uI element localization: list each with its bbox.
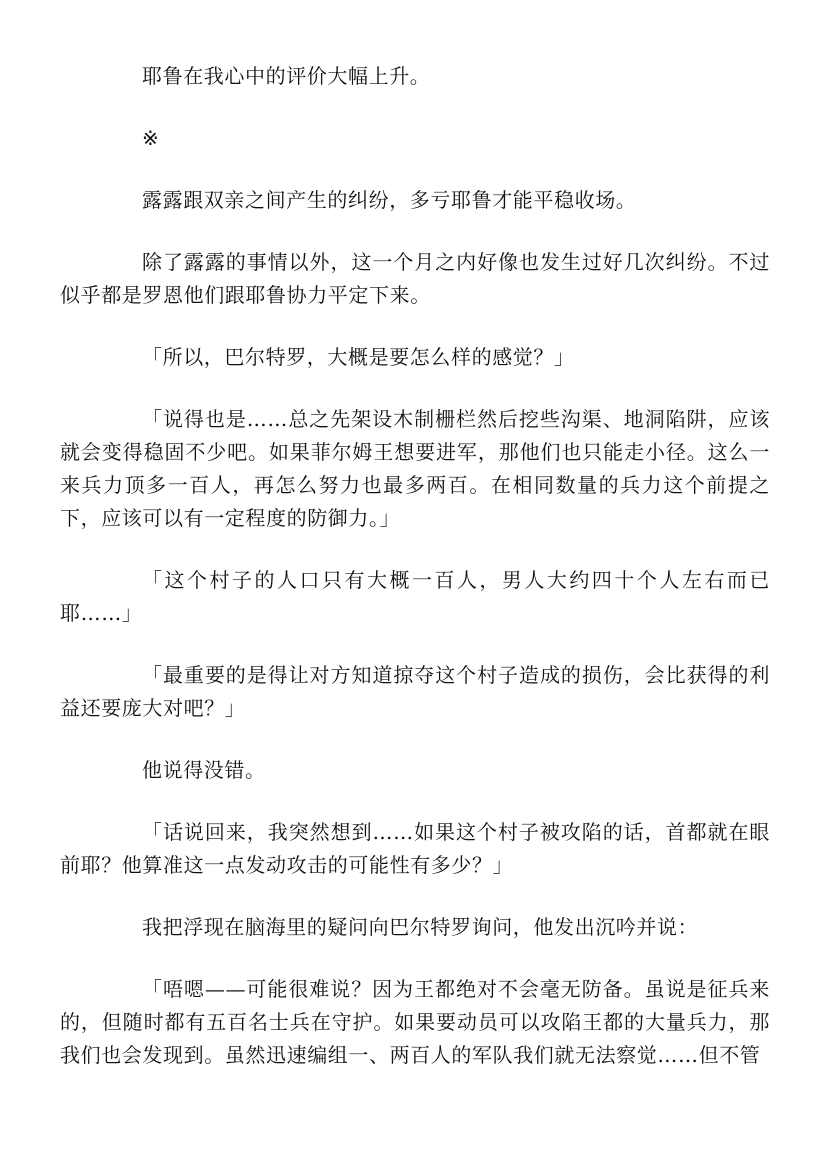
dialogue-paragraph: 「所以，巴尔特罗，大概是要怎么样的感觉？」: [142, 345, 575, 369]
dialogue-paragraph: 「最重要的是得让对方知道掠夺这个村子造成的损伤，会比获得的利益还要庞大对吧？」: [60, 663, 770, 720]
dialogue-paragraph: 「唔嗯——可能很难说？因为王都绝对不会毫无防备。虽说是征兵来的，但随时都有五百名士兵在守护。如果要动员可以攻陷王都的大量兵力，那我们也会发现到。虽然迅速编组一、两百人的军队我们就无法察觉……但不管: [60, 977, 770, 1067]
paragraph: 除了露露的事情以外，这一个月之内好像也发生过好几次纠纷。不过似乎都是罗恩他们跟耶鲁协力平定下来。: [60, 250, 770, 307]
paragraph: 耶鲁在我心中的评价大幅上升。: [142, 64, 431, 88]
paragraph: 他说得没错。: [142, 758, 266, 782]
dialogue-paragraph: 「这个村子的人口只有大概一百人，男人大约四十个人左右而已耶……」: [60, 568, 770, 625]
dialogue-paragraph: 「话说回来，我突然想到……如果这个村子被攻陷的话，首都就在眼前耶？他算准这一点发动攻击的可能性有多少？」: [60, 820, 770, 877]
document-page: [60, 60, 770, 1072]
paragraph: 我把浮现在脑海里的疑问向巴尔特罗询问，他发出沉吟并说：: [142, 915, 699, 939]
dialogue-paragraph: 「说得也是……总之先架设木制栅栏然后挖些沟渠、地洞陷阱，应该就会变得稳固不少吧。如果菲尔姆王想要进军，那他们也只能走小径。这么一来兵力顶多一百人，再怎么努力也最多两百。在相同数量的兵力这个前提之下，应该可以有一定程度的防御力。」: [60, 407, 770, 530]
paragraph: 露露跟双亲之间产生的纠纷，多亏耶鲁才能平稳收场。: [142, 188, 637, 212]
section-break: ※: [142, 126, 160, 150]
